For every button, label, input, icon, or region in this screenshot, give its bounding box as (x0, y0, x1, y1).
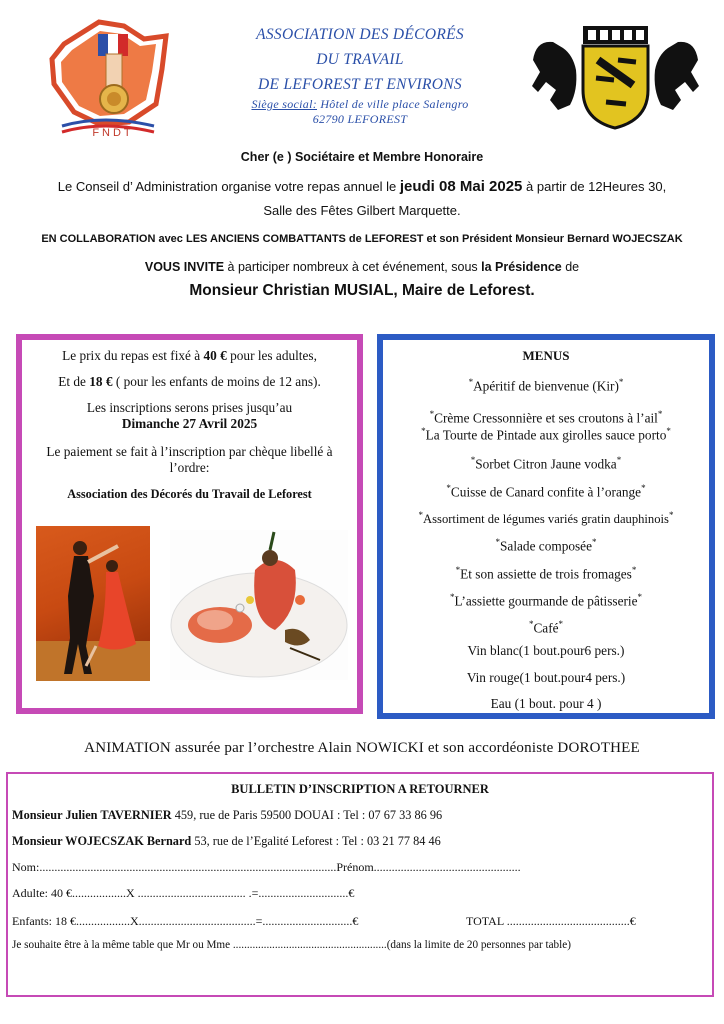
same-table-field[interactable]: Je souhaite être à la même table que Mr ou Mme .......................................................(dans la limite de 20 personnes par table) (12, 939, 571, 951)
payment-line1: Le paiement se fait à l’inscription par chèque libellé à (46, 444, 333, 459)
invitation (0, 260, 724, 274)
menu-item: *Apéritif de bienvenue (Kir)* (468, 377, 624, 394)
menu-item: *Assortiment de légumes variés gratin dauphinois* (418, 510, 674, 527)
invite-b: à participer nombreux à cet événement, sous (224, 260, 482, 274)
price-b: pour les adultes, (226, 348, 317, 363)
invite-a: VOUS INVITE (144, 260, 225, 274)
city: 62790 LEFOREST (312, 112, 408, 126)
menu-title: MENUS (522, 348, 570, 363)
siege-label: Siège social: (251, 97, 318, 111)
payment-line2: l’ordre: (169, 460, 210, 475)
menu-item-text: Apéritif de bienvenue (Kir) (473, 378, 619, 394)
leforest-crest-icon (528, 20, 703, 130)
contact-1 (12, 808, 442, 823)
invite-c: la Présidence (481, 260, 562, 274)
event-line (0, 178, 724, 195)
contact-1-address: 459, rue de Paris 59500 DOUAI : Tel : 07 67 33 86 96 (171, 808, 443, 822)
menu-item-text: Crème Cressonnière et ses croutons à l’ail (434, 410, 658, 426)
mayor: Monsieur Christian MUSIAL, Maire de Leforest. (189, 282, 535, 299)
drink-item: Eau (1 bout. pour 4 ) (490, 696, 602, 711)
association-title-line1: ASSOCIATION DES DÉCORÉS (256, 26, 464, 43)
logo-caption: FNDT (92, 127, 134, 139)
siege-social (200, 97, 520, 112)
greeting: Cher (e ) Sociétaire et Membre Honoraire (240, 150, 484, 164)
drink-item: Vin blanc(1 bout.pour6 pers.) (467, 643, 625, 658)
event-text-a: Le Conseil d’ Administration organise votre repas annuel le (57, 179, 400, 194)
association-title-line3: DE LEFOREST ET ENVIRONS (258, 76, 462, 93)
menu-item-text: Sorbet Citron Jaune vodka (475, 456, 617, 472)
invite-d: de (561, 260, 580, 274)
price-adult: 40 € (203, 348, 227, 363)
menu-item: *Café* (528, 619, 564, 636)
dancers-photo (36, 526, 150, 681)
price-child-line (22, 374, 357, 390)
france-map-medal-icon (44, 14, 174, 144)
price-a: Le prix du repas est fixé à (62, 348, 204, 363)
child-price: 18 € (89, 374, 113, 389)
menu-item: *Cuisse de Canard confite à l’orange* (446, 483, 646, 500)
payee: Association des Décorés du Travail de Leforest (67, 487, 312, 501)
adult-field[interactable]: Adulte: 40 €..................X .................................... .=..............................€ (12, 886, 355, 900)
menu-item-text: L’assiette gourmande de pâtisserie (454, 593, 638, 609)
menu-item-text: Assortiment de légumes variés gratin dauphinois (423, 512, 669, 527)
animation-line: ANIMATION assurée par l’orchestre Alain NOWICKI et son accordéoniste DOROTHEE (84, 740, 640, 756)
contact-1-name: Monsieur Julien TAVERNIER (12, 808, 172, 822)
menu-item-text: Et son assiette de trois fromages (460, 566, 632, 582)
children-field[interactable]: Enfants: 18 €..................X.......................................=..............................€ (12, 914, 359, 928)
price-box (16, 334, 363, 714)
collaboration: EN COLLABORATION avec LES ANCIENS COMBATTANTS de LEFOREST et son Président Monsieur Bernard WOJECSZAK (41, 233, 683, 245)
menu-item: *Sorbet Citron Jaune vodka* (470, 455, 622, 472)
dish-photo (170, 530, 348, 680)
child-a: Et de (58, 374, 90, 389)
menu-box (377, 334, 715, 719)
event-text-b: à partir de 12Heures 30, (522, 179, 667, 194)
menu-item: *Et son assiette de trois fromages* (455, 565, 637, 582)
menu-item-text: Cuisse de Canard confite à l’orange (450, 484, 642, 500)
registration-form (6, 772, 714, 997)
total-field[interactable]: TOTAL .........................................€ (466, 914, 636, 928)
price-adult-line (22, 348, 357, 364)
association-header (200, 22, 520, 127)
registration-deadline: Dimanche 27 Avril 2025 (121, 416, 258, 431)
siege-value: Hôtel de ville place Salengro (317, 97, 469, 111)
coat-of-arms (528, 20, 703, 130)
menu-item: *Salade composée* (495, 537, 597, 554)
form-title: BULLETIN D’INSCRIPTION A RETOURNER (231, 782, 489, 796)
name-field[interactable]: Nom:...................................................................................................Prénom................................................. (12, 860, 521, 874)
child-b: ( pour les enfants de moins de 12 ans). (112, 374, 321, 389)
menu-item-text: Salade composée (500, 538, 592, 554)
contact-2-address: 53, rue de l’Egalité Leforest : Tel : 03 21 77 84 46 (191, 834, 441, 848)
registration-text: Les inscriptions serons prises jusqu’au (86, 400, 293, 415)
association-title-line2: DU TRAVAIL (316, 51, 404, 68)
menu-item-text: La Tourte de Pintade aux girolles sauce porto (425, 427, 667, 443)
menu-item-text: Café (533, 620, 559, 636)
venue: Salle des Fêtes Gilbert Marquette. (263, 203, 461, 218)
event-date: jeudi 08 Mai 2025 (399, 178, 523, 195)
contact-2 (12, 834, 441, 849)
contact-2-name: Monsieur WOJECSZAK Bernard (12, 834, 192, 848)
menu-item: *Crème Cressonnière et ses croutons à l’ail* (429, 409, 663, 426)
menu-item: *La Tourte de Pintade aux girolles sauce porto* (421, 426, 671, 443)
drink-item: Vin rouge(1 bout.pour4 pers.) (466, 670, 626, 685)
menu-item: *L’assiette gourmande de pâtisserie* (449, 592, 643, 609)
fndt-logo (44, 14, 174, 144)
